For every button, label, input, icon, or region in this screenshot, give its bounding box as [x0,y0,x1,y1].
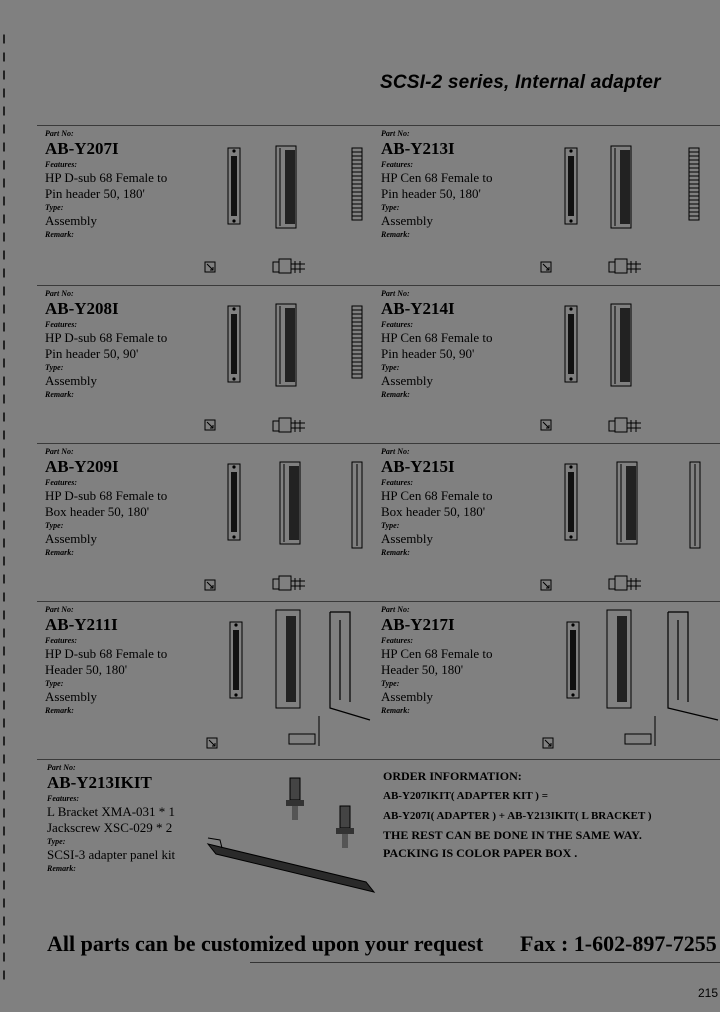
feature-line: HP D-sub 68 Female to [45,646,168,661]
bracket-icon [660,612,720,722]
feature-line: HP Cen 68 Female to [381,646,493,661]
features-label: Features: [45,636,77,645]
fax-number: Fax : 1-602-897-7255 [520,931,717,956]
connector-body-icon [276,304,300,390]
feature-line: Box header 50, 180' [381,504,486,519]
type-value: Assembly [381,373,433,388]
connector-front-icon [228,148,244,228]
part-number: AB-Y207I [45,139,119,158]
connector-front-icon [565,306,581,386]
feature-line: Header 50, 180' [45,662,128,677]
part-number: AB-Y211I [45,615,118,634]
product-cell [381,446,711,558]
part-number: AB-Y213IKIT [47,773,152,792]
type-label: Type: [381,679,400,688]
features-label: Features: [45,320,77,329]
footer-rule [250,962,720,963]
remark-label: Remark: [45,390,74,399]
type-label: Type: [381,203,400,212]
part-no-label: Part No: [381,129,410,138]
feature-line: HP D-sub 68 Female to [45,170,168,185]
feature-line: Jackscrew XSC-029 * 2 [47,820,173,835]
part-no-label: Part No: [45,129,74,138]
part-number: AB-Y217I [381,615,455,634]
features-label: Features: [381,478,413,487]
footer-slogan: All parts can be customized upon your request [47,931,484,956]
connector-corner-icon [541,420,553,432]
page-number: 215 [698,986,719,1000]
remark-label: Remark: [47,864,76,873]
remark-label: Remark: [45,548,74,557]
remark-label: Remark: [381,230,410,239]
connector-front-icon [228,306,244,386]
part-no-label: Part No: [381,605,410,614]
section-divider [37,759,720,760]
product-cell [45,128,375,240]
connector-body-icon [607,610,633,710]
type-label: Type: [45,363,64,372]
type-value: SCSI-3 adapter panel kit [47,847,176,862]
type-value: Assembly [45,213,97,228]
type-label: Type: [381,521,400,530]
feature-line: HP Cen 68 Female to [381,170,493,185]
features-label: Features: [381,160,413,169]
feature-line: HP Cen 68 Female to [381,330,493,345]
part-no-label: Part No: [381,289,410,298]
features-label: Features: [45,160,77,169]
connector-corner-icon [207,738,219,750]
type-label: Type: [45,679,64,688]
part-number: AB-Y215I [381,457,455,476]
product-cell [45,446,375,558]
type-label: Type: [45,203,64,212]
feature-line: Pin header 50, 90' [381,346,475,361]
connector-body-icon [611,146,635,232]
feature-line: Box header 50, 180' [45,504,150,519]
type-label: Type: [45,521,64,530]
product-cell [45,288,375,400]
connector-side-icon [273,576,307,592]
section-divider [37,601,720,602]
remark-label: Remark: [45,706,74,715]
feature-line: HP Cen 68 Female to [381,488,493,503]
connector-front-icon [567,622,583,702]
l-bracket-icon [206,836,378,896]
part-number: AB-Y209I [45,457,119,476]
features-label: Features: [45,478,77,487]
section-divider [37,443,720,444]
connector-corner-icon [205,262,217,274]
type-value: Assembly [45,373,97,388]
remark-label: Remark: [381,390,410,399]
product-cell [381,128,711,240]
connector-body-icon [280,462,304,548]
pin-header-icon [689,148,701,224]
type-label: Type: [47,837,66,846]
order-heading: ORDER INFORMATION: [383,769,522,783]
type-value: Assembly [381,213,433,228]
bracket-icon [326,612,372,722]
connector-corner-icon [541,262,553,274]
part-no-label: Part No: [45,605,74,614]
type-value: Assembly [381,689,433,704]
connector-side-icon [609,418,649,434]
part-no-label: Part No: [45,447,74,456]
part-number: AB-Y214I [381,299,455,318]
remark-label: Remark: [381,548,410,557]
feature-line: HP D-sub 68 Female to [45,488,168,503]
feature-line: L Bracket XMA-031 * 1 [47,804,176,819]
part-number: AB-Y213I [381,139,455,158]
product-cell-kit [47,762,207,874]
box-header-icon [352,462,364,548]
connector-front-icon [228,464,244,544]
feature-line: HP D-sub 68 Female to [45,330,168,345]
connector-side-icon [609,576,643,592]
connector-corner-icon [205,580,217,592]
box-header-icon [690,462,702,548]
order-line: PACKING IS COLOR PAPER BOX . [383,846,578,860]
connector-front-icon [565,464,581,544]
remark-label: Remark: [45,230,74,239]
part-number: AB-Y208I [45,299,119,318]
part-no-label: Part No: [381,447,410,456]
feature-line: Pin header 50, 180' [381,186,481,201]
features-label: Features: [381,320,413,329]
order-line: THE REST CAN BE DONE IN THE SAME WAY. [383,828,642,842]
type-label: Type: [381,363,400,372]
feature-line: Pin header 50, 90' [45,346,139,361]
connector-body-icon [276,610,302,710]
features-label: Features: [381,636,413,645]
type-value: Assembly [45,531,97,546]
connector-corner-icon [205,420,217,432]
connector-front-icon [565,148,581,228]
jackscrew-icon [286,778,306,822]
features-label: Features: [47,794,79,803]
feature-line: Pin header 50, 180' [45,186,145,201]
section-divider [37,285,720,286]
section-divider [37,125,720,126]
type-value: Assembly [45,689,97,704]
order-line: AB-Y207I( ADAPTER ) + AB-Y213IKIT( L BRACKET ) [383,810,652,822]
connector-body-icon [611,304,635,390]
connector-side-icon [273,418,313,434]
remark-label: Remark: [381,706,410,715]
connector-side-icon [289,716,323,748]
part-no-label: Part No: [45,289,74,298]
pin-header-icon [352,306,364,382]
type-value: Assembly [381,531,433,546]
connector-corner-icon [541,580,553,592]
left-margin-dots [3,30,5,982]
connector-body-icon [617,462,641,548]
product-cell [381,288,711,400]
feature-line: Header 50, 180' [381,662,464,677]
pin-header-icon [352,148,364,224]
connector-body-icon [276,146,300,232]
connector-side-icon [609,259,643,275]
order-information [383,766,720,862]
connector-corner-icon [543,738,555,750]
page-title: SCSI-2 series, Internal adapter [380,72,661,93]
connector-front-icon [230,622,246,702]
part-no-label: Part No: [47,763,76,772]
connector-side-icon [625,716,659,748]
connector-side-icon [273,259,307,275]
order-line: AB-Y207IKIT( ADAPTER KIT ) = [383,790,548,802]
